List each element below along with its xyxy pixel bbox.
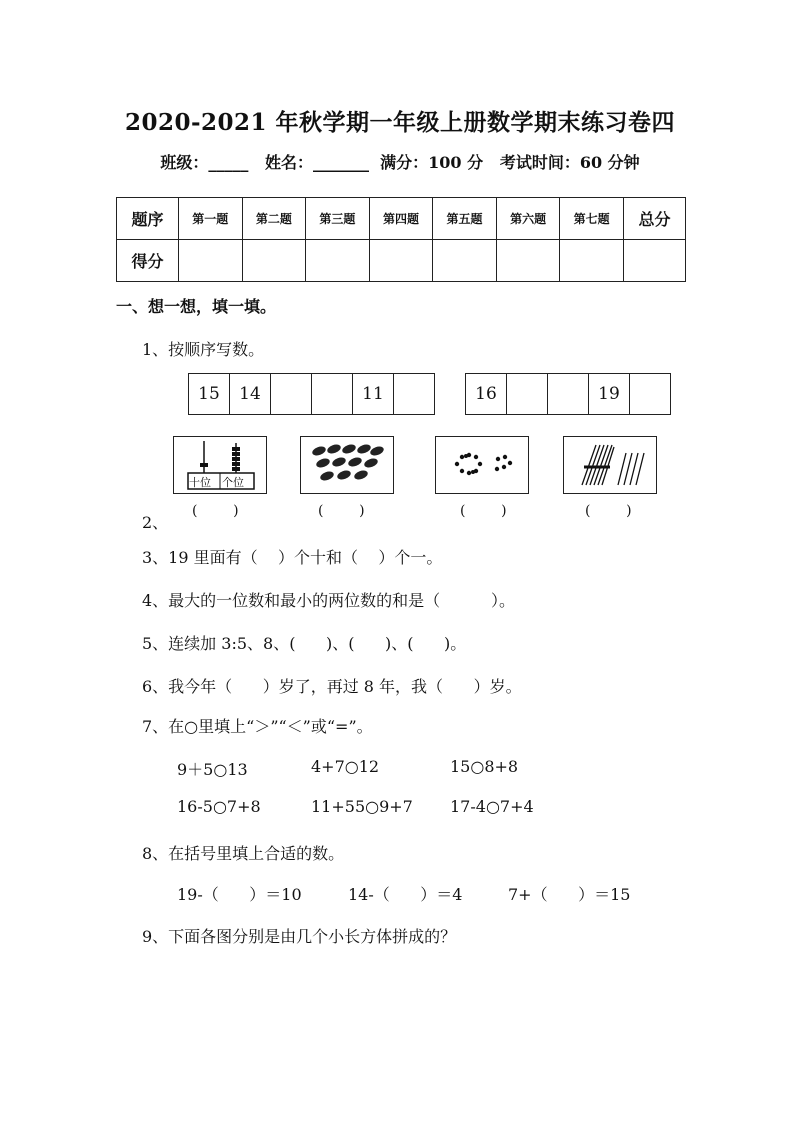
score-cell[interactable]	[433, 240, 497, 282]
answer-parens[interactable]: ( )	[192, 503, 239, 519]
question-8: 8、在括号里填上合适的数。	[142, 844, 345, 863]
score-header-cell: 第一题	[179, 198, 243, 240]
score-header-cell: 题序	[117, 198, 179, 240]
sequence-cell[interactable]	[312, 374, 353, 414]
answer-parens[interactable]: ( )	[460, 503, 507, 519]
score-header-cell: 第三题	[306, 198, 370, 240]
question-9: 9、下面各图分别是由几个小长方体拼成的？	[142, 927, 457, 946]
compare-item[interactable]: 11+55○9+7	[311, 797, 413, 816]
score-cell[interactable]	[369, 240, 433, 282]
compare-item[interactable]: 17-4○7+4	[450, 797, 534, 816]
compare-item[interactable]: 16-5○7+8	[177, 797, 261, 816]
fill-equation[interactable]: 14-（ ）＝4	[348, 885, 463, 904]
abacus-picture	[173, 436, 267, 494]
section-heading: 一、想一想，填一填。	[116, 297, 277, 316]
fill-equation[interactable]: 19-（ ）＝10	[177, 885, 302, 904]
score-table-header-row	[117, 198, 686, 240]
score-cell[interactable]	[496, 240, 560, 282]
sticks-bundle-icon	[564, 437, 656, 493]
score-cell[interactable]	[306, 240, 370, 282]
question-3: 3、19 里面有（ ）个十和（ ）个一。	[142, 548, 443, 567]
sequence-cell[interactable]	[548, 374, 589, 414]
score-table-score-row	[117, 240, 686, 282]
dots-icon	[436, 437, 528, 493]
question-7: 7、在○里填上“＞”“＜”或“=”。	[142, 717, 373, 736]
score-cell[interactable]	[242, 240, 306, 282]
dots-picture	[435, 436, 529, 494]
score-header-cell: 总分	[624, 198, 686, 240]
info-line: 班级：_____ 姓名：_______ 满分：100 分 考试时间：60 分钟	[160, 153, 640, 172]
sequence-cell[interactable]	[507, 374, 548, 414]
score-row-label: 得分	[117, 240, 179, 282]
sequence-cell: 15	[189, 374, 230, 414]
sequence-cell: 11	[353, 374, 394, 414]
compare-item[interactable]: 9＋5○13	[177, 760, 248, 779]
question-4: 4、最大的一位数和最小的两位数的和是（ ）。	[142, 591, 516, 610]
score-table	[116, 197, 686, 282]
score-cell[interactable]	[560, 240, 624, 282]
question-6: 6、我今年（ ）岁了，再过 8 年，我（ ）岁。	[142, 677, 522, 696]
sequence-cell[interactable]	[271, 374, 312, 414]
compare-item[interactable]: 4+7○12	[311, 757, 380, 776]
sticks-picture	[563, 436, 657, 494]
answer-parens[interactable]: ( )	[585, 503, 632, 519]
leaves-picture	[300, 436, 394, 494]
score-header-cell: 第六题	[496, 198, 560, 240]
score-header-cell: 第四题	[369, 198, 433, 240]
abacus-icon	[174, 437, 266, 493]
score-cell[interactable]	[179, 240, 243, 282]
abacus-ones-label: 个位	[222, 476, 244, 489]
score-header-cell: 第七题	[560, 198, 624, 240]
score-header-cell: 第五题	[433, 198, 497, 240]
question-5: 5、连续加 3:5、8、( )、( )、( )。	[142, 634, 467, 653]
score-header-cell: 第二题	[242, 198, 306, 240]
sequence-cell: 14	[230, 374, 271, 414]
sequence-cell[interactable]	[394, 374, 434, 414]
answer-parens[interactable]: ( )	[318, 503, 365, 519]
sequence-row-1	[188, 373, 435, 415]
sequence-cell[interactable]	[630, 374, 670, 414]
page-title: 2020-2021 年秋学期一年级上册数学期末练习卷四	[124, 109, 676, 136]
sequence-cell: 16	[466, 374, 507, 414]
question-1: 1、按顺序写数。	[142, 340, 265, 359]
score-cell[interactable]	[624, 240, 686, 282]
question-2: 2、	[142, 513, 169, 532]
fill-equation[interactable]: 7+（ ）＝15	[508, 885, 631, 904]
sequence-row-2	[465, 373, 671, 415]
leaves-icon	[301, 437, 393, 493]
abacus-tens-label: 十位	[189, 476, 211, 489]
compare-item[interactable]: 15○8+8	[450, 757, 519, 776]
sequence-cell: 19	[589, 374, 630, 414]
